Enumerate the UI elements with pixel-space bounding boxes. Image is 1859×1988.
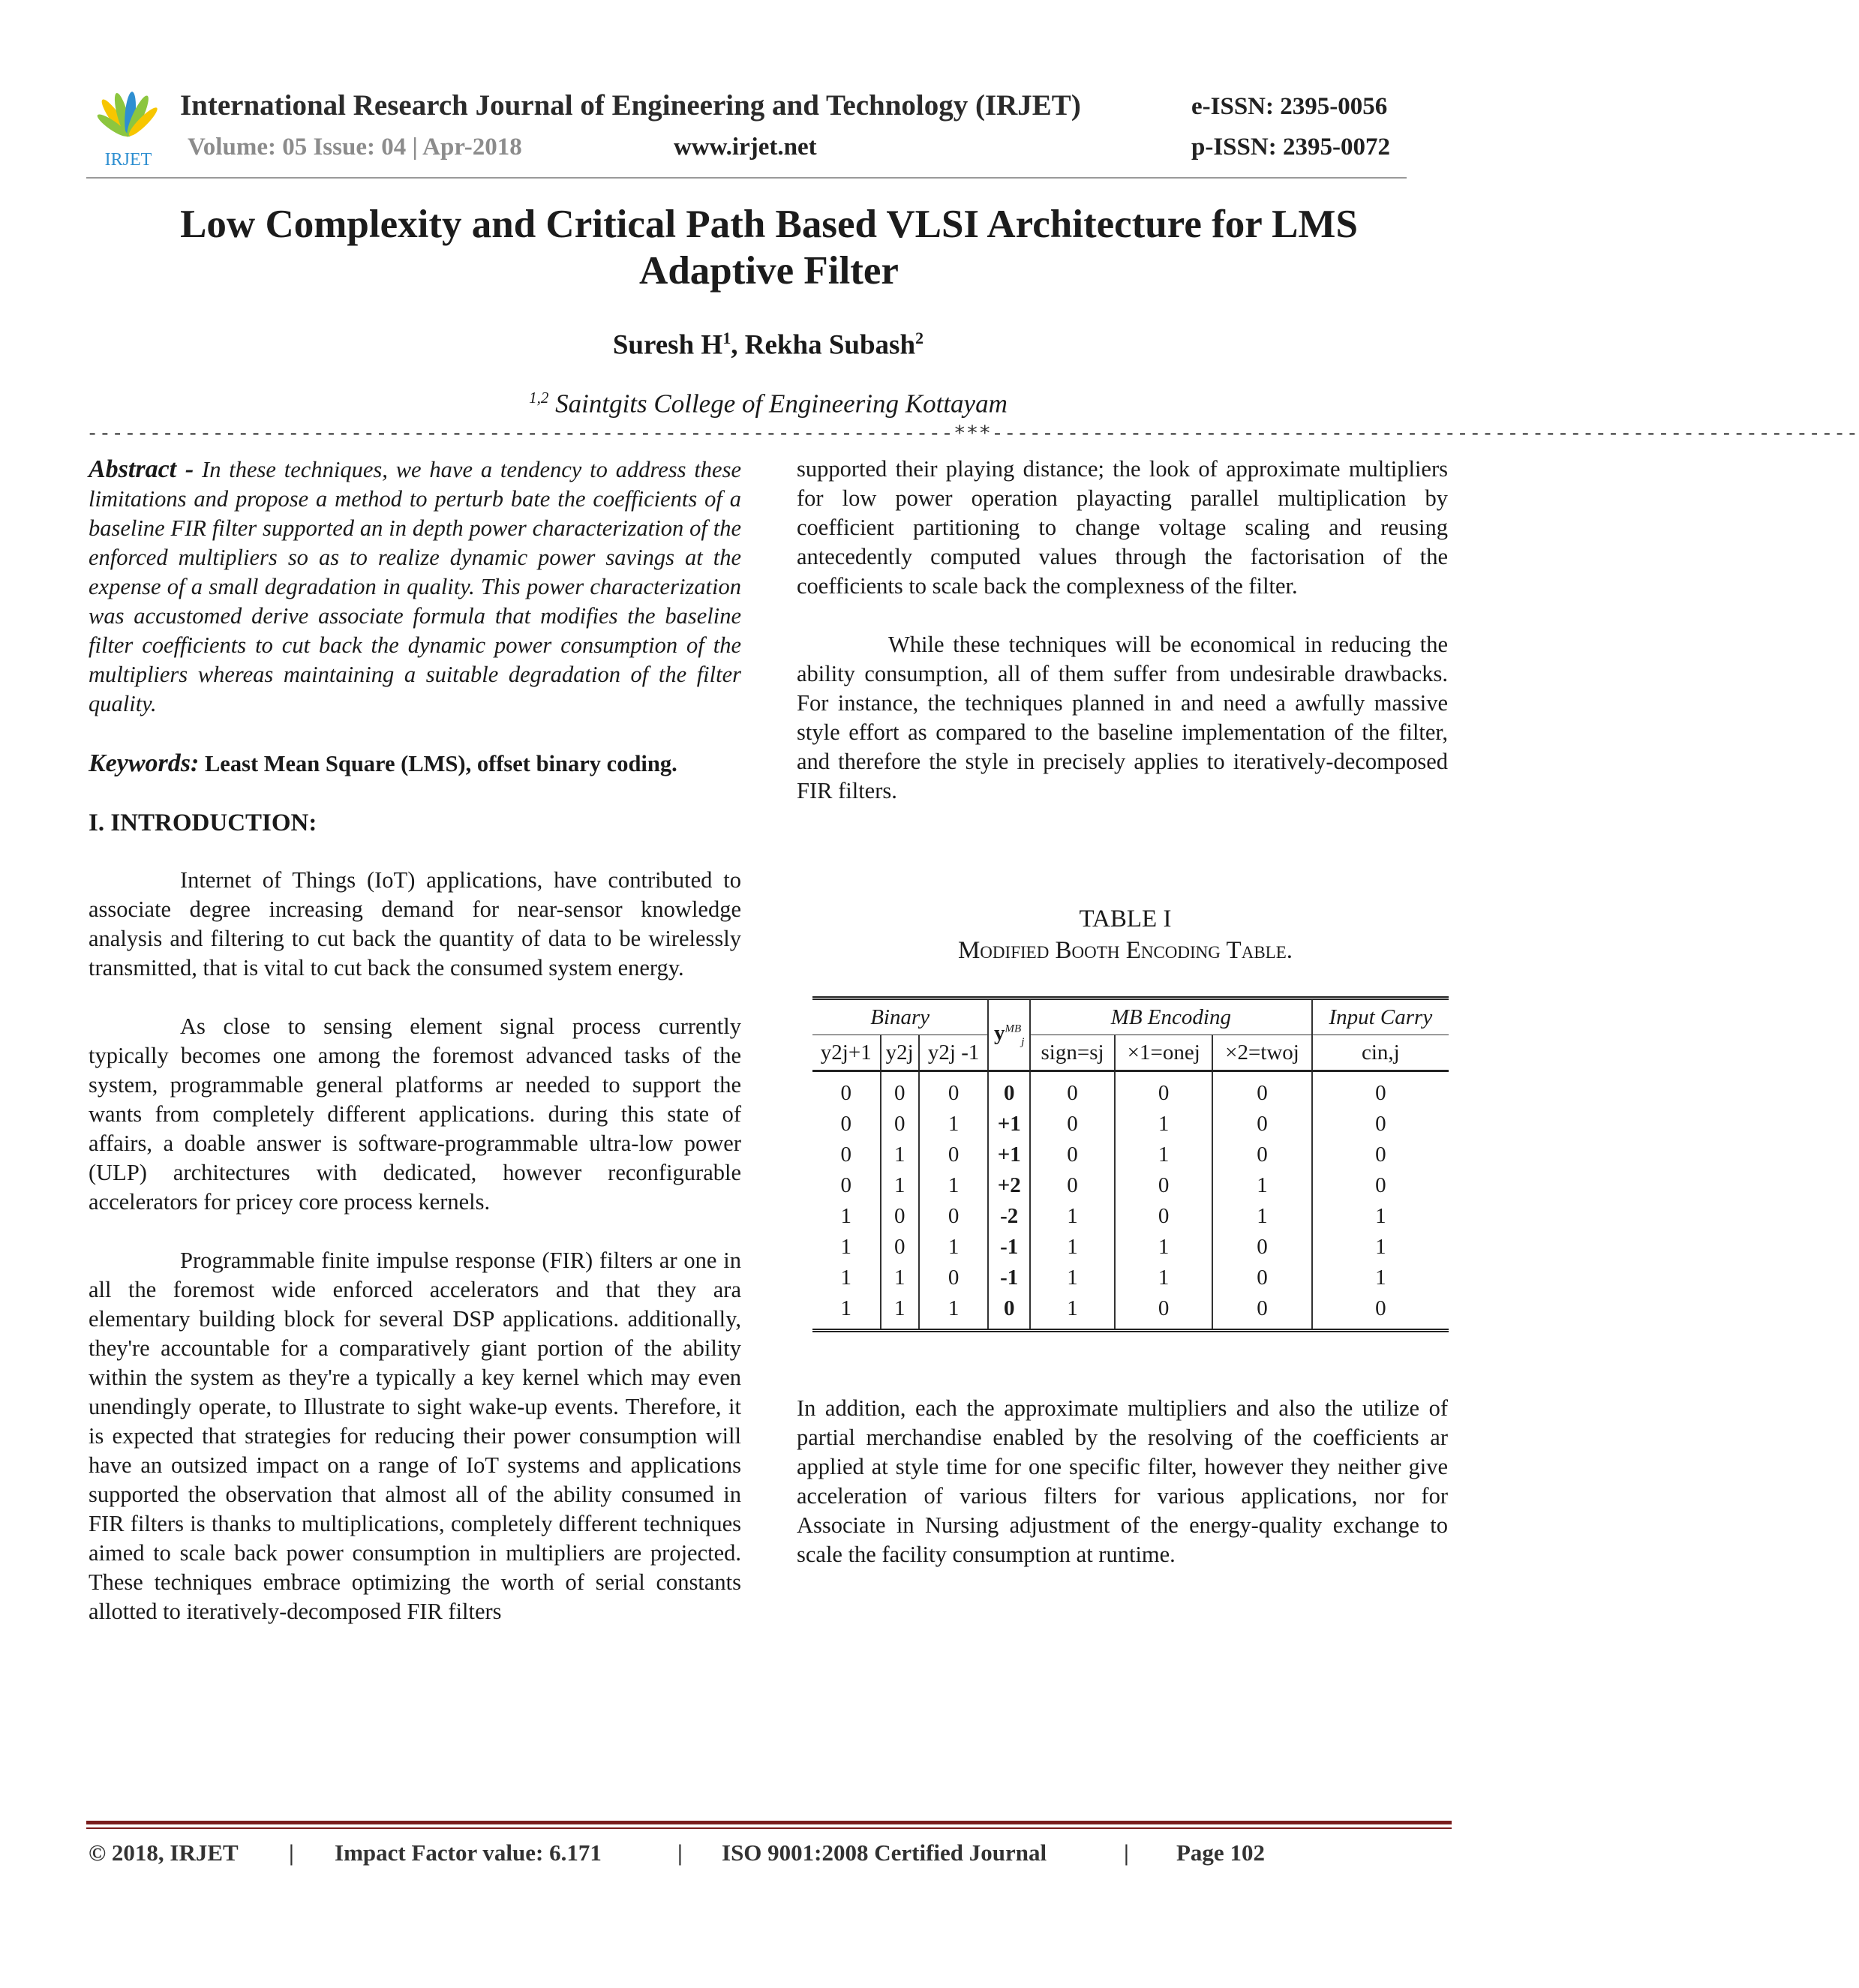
table-cell: 0: [919, 1263, 989, 1293]
table-cell: 0: [840, 1143, 852, 1167]
section-heading: I. INTRODUCTION:: [89, 809, 317, 836]
table-cell: 0: [1115, 1071, 1212, 1110]
section-separator: ---------------------------------------------------------------------***---------------------------------------------------------------------: [86, 422, 1859, 445]
author-1: Suresh H: [612, 329, 723, 361]
affiliation-marker: 1,2: [529, 389, 549, 407]
e-issn: e-ISSN: 2395-0056: [1191, 93, 1388, 120]
col-y2jm1: y2j -1: [919, 1035, 989, 1071]
table-cell: 0: [1312, 1140, 1449, 1170]
table-cell: 1: [1030, 1232, 1115, 1263]
table-cell: 1: [919, 1109, 989, 1140]
logo-text: IRJET: [104, 150, 152, 170]
header-binary: Binary: [870, 1005, 930, 1029]
table-cell: 0: [1115, 1293, 1212, 1331]
keywords-label: Keywords:: [89, 749, 200, 777]
table-row: [812, 1232, 1449, 1263]
table-cell: 0: [1212, 1140, 1311, 1170]
footer-copyright: © 2018, IRJET: [89, 1839, 239, 1866]
author-2-affil: 2: [915, 329, 924, 347]
keywords-text: Least Mean Square (LMS), offset binary coding.: [204, 751, 677, 776]
table-cell: 0: [919, 1140, 989, 1170]
table-row: [812, 1140, 1449, 1170]
col-one: ×1=onej: [1115, 1035, 1212, 1071]
table-row: [812, 1071, 1449, 1110]
table-cell: 1: [1312, 1263, 1449, 1293]
table-cell: 0: [1312, 1109, 1449, 1140]
irjet-logo-icon: [86, 84, 170, 168]
footer-separator: |: [1124, 1839, 1129, 1866]
table-cell: 0: [1030, 1071, 1115, 1110]
footer-rule: [86, 1821, 1452, 1824]
affiliation: [0, 389, 1536, 419]
table-cell: 0: [881, 1071, 919, 1110]
footer-iso: ISO 9001:2008 Certified Journal: [722, 1839, 1047, 1866]
right-column-lower: [797, 1394, 1448, 1569]
table-cell: 1: [919, 1232, 989, 1263]
table-cell: 1: [1030, 1263, 1115, 1293]
table-cell: 0: [919, 1201, 989, 1232]
header-y-symbol: y: [994, 1021, 1005, 1046]
table-cell: 1: [840, 1296, 852, 1320]
footer-separator: |: [289, 1839, 294, 1866]
table-cell: 0: [1030, 1170, 1115, 1201]
table-cell: 1: [1030, 1201, 1115, 1232]
table-cell: 0: [881, 1201, 919, 1232]
table-cell: 0: [881, 1232, 919, 1263]
table-cell: 1: [1212, 1201, 1311, 1232]
table-caption: [930, 903, 1320, 966]
affiliation-text: Saintgits College of Engineering Kottayam: [555, 389, 1008, 419]
col-cin: cin,j: [1312, 1035, 1449, 1071]
irjet-logo: [86, 84, 170, 168]
table-row: [812, 1109, 1449, 1140]
header-divider: [86, 177, 1407, 179]
paper-title: Low Complexity and Critical Path Based VLSI Architecture for LMS Adaptive Filter: [180, 203, 1358, 293]
table-cell: 1: [881, 1170, 919, 1201]
table-cell: 0: [1030, 1109, 1115, 1140]
table-cell: 0: [1212, 1293, 1311, 1331]
table-group-header: [812, 999, 1449, 1035]
table-cell: 0: [919, 1071, 989, 1110]
table-cell: 1: [1115, 1263, 1212, 1293]
table-row: [812, 1293, 1449, 1331]
table-cell: 0: [1212, 1263, 1311, 1293]
table-cell: 0: [988, 1071, 1030, 1110]
left-column: [89, 455, 741, 1626]
header-input-carry: Input Carry: [1312, 999, 1449, 1035]
footer-separator: |: [677, 1839, 683, 1866]
col-sign: sign=sj: [1030, 1035, 1115, 1071]
abstract-text: In these techniques, we have a tendency to address these limitations and propose a method to perturb bate the coefficients of a baseline FIR filter supported an in depth power characterization of the enforced multipliers so as to realize dynamic power savings at the expense of a small degradation in quality. This power characterization was accustomed derive associate formula that modifies the baseline filter coefficients to cut back the dynamic power consumption of the multipliers whereas maintaining a suitable degradation of the filter quality.: [89, 457, 742, 716]
footer-rule-thin: [86, 1827, 1452, 1829]
footer-impact-factor: Impact Factor value: 6.171: [335, 1839, 602, 1866]
table-cell: 0: [881, 1109, 919, 1140]
table-column-header: [812, 1035, 1449, 1071]
table-cell: 1: [881, 1140, 919, 1170]
table-cell: 1: [1030, 1293, 1115, 1331]
table-cell: 1: [881, 1263, 919, 1293]
table-cell: 1: [881, 1293, 919, 1331]
table-cell: 0: [840, 1173, 852, 1197]
table-cell: 1: [840, 1204, 852, 1228]
table-cell: 0: [1212, 1232, 1311, 1263]
right-paragraph-2: While these techniques will be economical in reducing the ability consumption, all of them suffer from undesirable drawbacks. For instance, the techniques planned in and need a awfully massive style effort as compared to the baseline implementation of the filter, and therefore the style in precisely applies to iteratively-decomposed FIR filters.: [797, 632, 1448, 803]
table-row: [812, 1201, 1449, 1232]
header-y-sup: MB: [1005, 1023, 1022, 1035]
table-cell: 0: [840, 1112, 852, 1136]
right-paragraph-3: In addition, each the approximate multipliers and also the utilize of partial merchandise enabled by the resolving of the coefficients ar applied at style time for one specific filter, however they neither give acceleration of various filters for various applications, nor for Associate in Nursing adjustment of the energy-quality exchange to scale the facility consumption at runtime.: [797, 1395, 1448, 1567]
table-cell: 1: [919, 1293, 989, 1331]
table-cell: 0: [1212, 1109, 1311, 1140]
intro-paragraph-3: Programmable finite impulse response (FIR) filters ar one in all the foremost wide enforced accelerators and that they ara elementary building block for several DSP applications. additionally, they're accountable for a comparatively giant portion of the ability within the system as they're a typically a key kernel which may even unendingly operate, to Illustrate to sight wake-up events. Therefore, it is expected that strategies for reducing their power consumption will have an outsized impact on a range of IoT systems and applications supported the observation that almost all of the ability consumed in FIR filters is thanks to multiplications, completely different techniques aimed to scale back power consumption in multipliers are projected. These techniques embrace optimizing the worth of serial constants allotted to iteratively-decomposed FIR filters: [89, 1248, 741, 1624]
table-cell: 1: [840, 1266, 852, 1290]
p-issn: p-ISSN: 2395-0072: [1191, 134, 1390, 161]
header-y-sub: j: [1021, 1035, 1025, 1048]
table-cell: 0: [1312, 1170, 1449, 1201]
header-mb-encoding: MB Encoding: [1030, 999, 1312, 1035]
abstract-label: Abstract -: [89, 455, 194, 483]
table-cell: 1: [1115, 1140, 1212, 1170]
abstract: [89, 455, 741, 719]
booth-encoding-table: [812, 996, 1449, 1332]
table-cell: 1: [1312, 1201, 1449, 1232]
table-cell: 0: [1312, 1293, 1449, 1331]
table-cell: 1: [840, 1235, 852, 1259]
right-paragraph-1: supported their playing distance; the look of approximate multipliers for low power operation playacting parallel multiplication by coefficient partitioning to change voltage scaling and reusing antecedently computed values through the factorisation of the coefficients to scale back the complexness of the filter.: [797, 456, 1448, 599]
table-cell: 0: [1312, 1071, 1449, 1110]
table-cell: 0: [988, 1293, 1030, 1331]
table-title: Modified Booth Encoding Table.: [957, 937, 1293, 964]
col-y2j1: y2j+1: [812, 1035, 881, 1071]
volume-issue: Volume: 05 Issue: 04 | Apr-2018: [188, 134, 522, 161]
footer-page-number: Page 102: [1176, 1839, 1265, 1866]
table-cell: -1: [988, 1232, 1030, 1263]
col-two: ×2=twoj: [1212, 1035, 1311, 1071]
right-column: [797, 455, 1448, 806]
table-cell: 0: [1115, 1170, 1212, 1201]
author-1-affil: 1: [722, 329, 731, 347]
table-row: [812, 1170, 1449, 1201]
table-cell: +1: [988, 1109, 1030, 1140]
table-cell: 1: [919, 1170, 989, 1201]
journal-name: International Research Journal of Engineering and Technology (IRJET): [180, 89, 1081, 122]
table-cell: 1: [1312, 1232, 1449, 1263]
col-y2j: y2j: [881, 1035, 919, 1071]
header-y: [988, 999, 1030, 1071]
intro-paragraph-1: Internet of Things (IoT) applications, have contributed to associate degree increasing demand for near-sensor knowledge analysis and filtering to cut back the quantity of data to be wirelessly transmitted, that is vital to cut back the consumed system energy.: [89, 867, 741, 980]
table-row: [812, 1263, 1449, 1293]
table-cell: 0: [1115, 1201, 1212, 1232]
table-number: TABLE I: [1079, 905, 1172, 932]
author-2: Rekha Subash: [744, 329, 916, 361]
table-cell: 1: [1115, 1232, 1212, 1263]
table-cell: 1: [1115, 1109, 1212, 1140]
table-cell: +1: [988, 1140, 1030, 1170]
table-cell: 0: [1212, 1071, 1311, 1110]
table-cell: 1: [1212, 1170, 1311, 1201]
table-cell: 0: [840, 1081, 852, 1105]
author-list: Suresh $H^1$, Rekha Subash$^2$: [612, 329, 924, 361]
journal-website-link[interactable]: www.irjet.net: [674, 134, 817, 161]
table-cell: 0: [1030, 1140, 1115, 1170]
table-cell: -1: [988, 1263, 1030, 1293]
table-cell: -2: [988, 1201, 1030, 1232]
intro-paragraph-2: As close to sensing element signal process currently typically becomes one among the foremost advanced tasks of the system, programmable general platforms ar needed to support the wants from completely different applications. during this state of affairs, a doable answer is software-programmable ultra-low power (ULP) architectures with dedicated, however reconfigurable accelerators for pricey core process kernels.: [89, 1014, 741, 1215]
table-cell: +2: [988, 1170, 1030, 1201]
keywords: [89, 749, 741, 779]
